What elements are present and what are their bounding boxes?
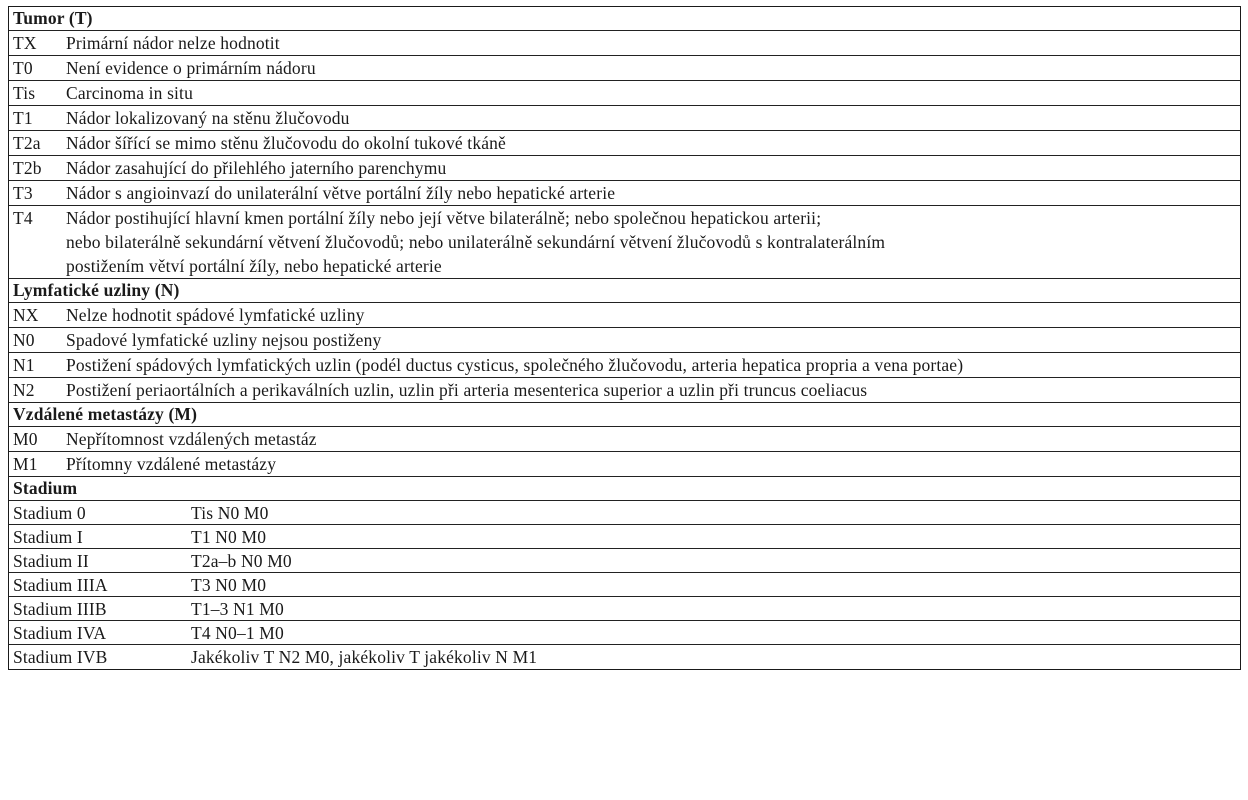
row-description [66, 31, 1240, 55]
stage-row [9, 573, 1240, 597]
row-description [66, 131, 1240, 155]
description-line: Postižení periaortálních a perikaválních uzlin, uzlin při arteria mesenterica superior a uzlin při truncus coeliacus [66, 380, 868, 400]
stage-name: Stadium II [13, 551, 89, 571]
table-row [9, 206, 1240, 279]
stage-tnm: T4 N0–1 M0 [191, 623, 284, 643]
table-row [9, 427, 1240, 452]
stage-name: Stadium IVB [13, 647, 108, 667]
description-line: Nádor postihující hlavní kmen portální žíly nebo její větve bilaterálně; nebo společnou hepatickou arterii; [66, 208, 822, 228]
stage-tnm: T2a–b N0 M0 [191, 551, 292, 571]
metastases-rows [9, 427, 1240, 477]
stage-row [9, 621, 1240, 645]
description-line: Carcinoma in situ [66, 83, 193, 103]
description-line: Postižení spádových lymfatických uzlin (podél ductus cysticus, společného žlučovodu, arteria hepatica propria a vena portae) [66, 355, 964, 375]
stage-row [9, 525, 1240, 549]
section-header-stadium: Stadium [9, 477, 1240, 501]
row-description [66, 206, 1240, 278]
description-line: Nádor s angioinvazí do unilaterální větve portální žíly nebo hepatické arterie [66, 183, 616, 203]
table-row [9, 81, 1240, 106]
row-description [66, 56, 1240, 80]
description-line: Nádor zasahující do přilehlého jaterního parenchymu [66, 158, 447, 178]
row-code: M1 [13, 454, 38, 474]
row-description [66, 452, 1240, 476]
row-description [66, 353, 1240, 377]
stage-tnm: Tis N0 M0 [191, 503, 269, 523]
stage-row [9, 597, 1240, 621]
table-row [9, 56, 1240, 81]
stage-row [9, 645, 1240, 669]
row-description [66, 106, 1240, 130]
row-code: M0 [13, 429, 38, 449]
table-row [9, 328, 1240, 353]
stage-name: Stadium IIIB [13, 599, 107, 619]
table-row [9, 31, 1240, 56]
description-line: Nádor šířící se mimo stěnu žlučovodu do okolní tukové tkáně [66, 133, 506, 153]
row-code: Tis [13, 83, 36, 103]
section-header-tumor: Tumor (T) [9, 7, 1240, 31]
row-description [66, 156, 1240, 180]
row-description [66, 328, 1240, 352]
stage-tnm: T1 N0 M0 [191, 527, 267, 547]
table-row [9, 452, 1240, 477]
stage-name: Stadium 0 [13, 503, 86, 523]
table-row [9, 131, 1240, 156]
description-line: postižením větví portální žíly, nebo hepatické arterie [66, 256, 442, 276]
stage-row [9, 549, 1240, 573]
description-line: Spadové lymfatické uzliny nejsou postiženy [66, 330, 382, 350]
stage-tnm: T1–3 N1 M0 [191, 599, 284, 619]
table-row [9, 106, 1240, 131]
stage-tnm: Jakékoliv T N2 M0, jakékoliv T jakékoliv N M1 [191, 647, 538, 667]
table-row [9, 303, 1240, 328]
row-code: N0 [13, 330, 35, 350]
description-line: Nepřítomnost vzdálených metastáz [66, 429, 317, 449]
description-line: Nelze hodnotit spádové lymfatické uzliny [66, 305, 365, 325]
tumor-rows [9, 31, 1240, 279]
row-description [66, 378, 1240, 402]
row-code: T0 [13, 58, 33, 78]
row-code: TX [13, 33, 37, 53]
table-row [9, 181, 1240, 206]
stage-name: Stadium IVA [13, 623, 107, 643]
description-line: nebo bilaterálně sekundární větvení žlučovodů; nebo unilaterálně sekundární větvení žlučovodů s kontralaterálním [66, 232, 886, 252]
table-row [9, 156, 1240, 181]
section-header-nodes: Lymfatické uzliny (N) [9, 279, 1240, 303]
nodes-rows [9, 303, 1240, 403]
row-code: N1 [13, 355, 35, 375]
description-line: Nádor lokalizovaný na stěnu žlučovodu [66, 108, 350, 128]
description-line: Není evidence o primárním nádoru [66, 58, 316, 78]
section-header-metastases: Vzdálené metastázy (M) [9, 403, 1240, 427]
tnm-staging-table [8, 6, 1241, 670]
table-row [9, 353, 1240, 378]
row-code: T1 [13, 108, 33, 128]
row-code: T3 [13, 183, 33, 203]
row-description [66, 81, 1240, 105]
stage-tnm: T3 N0 M0 [191, 575, 267, 595]
row-code: T4 [13, 208, 33, 228]
row-description [66, 303, 1240, 327]
description-line: Přítomny vzdálené metastázy [66, 454, 277, 474]
stage-row [9, 501, 1240, 525]
table-row [9, 378, 1240, 403]
row-description [66, 181, 1240, 205]
row-code: T2a [13, 133, 41, 153]
row-code: T2b [13, 158, 42, 178]
stage-name: Stadium I [13, 527, 83, 547]
description-line: Primární nádor nelze hodnotit [66, 33, 280, 53]
stage-name: Stadium IIIA [13, 575, 108, 595]
row-description [66, 427, 1240, 451]
row-code: NX [13, 305, 39, 325]
row-code: N2 [13, 380, 35, 400]
stadium-rows [9, 501, 1240, 669]
